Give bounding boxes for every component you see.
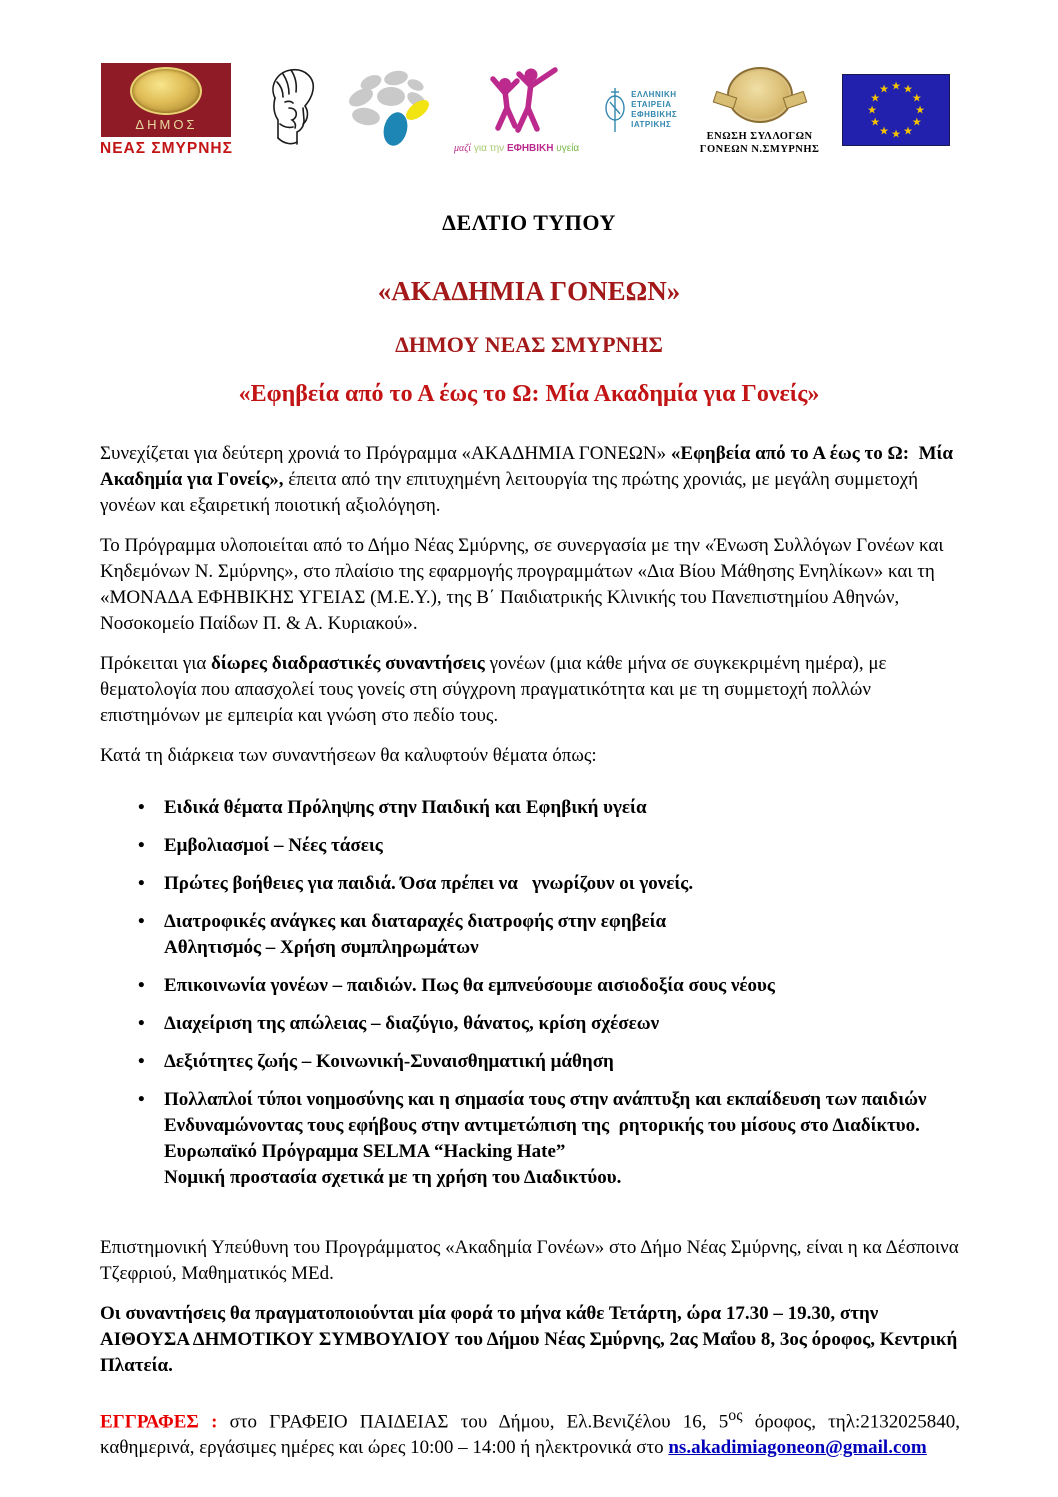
text-segment: δίωρες διαδραστικές συναντήσεις (211, 653, 485, 674)
topic-item (164, 909, 960, 961)
topic-line: Αθλητισμός – Χρήση συμπληρωμάτων (164, 937, 479, 958)
eu-flag-icon (842, 74, 950, 146)
society-name-line: ΙΑΤΡΙΚΗΣ (631, 120, 672, 129)
program-title: «ΑΚΑΔΗΜΙΑ ΓΟΝΕΩΝ» (377, 276, 681, 306)
parents-union-logo (700, 64, 820, 156)
topic-line: • Διαχείριση της απώλειας – διαζύγιο, θάνατος, κρίση σχέσεων (164, 1013, 660, 1034)
paragraph-meetings (100, 651, 960, 729)
paragraph-signup (100, 1403, 960, 1461)
caption-gia-tin: για την (471, 143, 507, 154)
text-segment: στο ΓΡΑΦΕΙΟ ΠΑΙΔΕΙΑΣ του Δήμου, Ελ.Βενιζέλου 16, 5 (217, 1411, 729, 1433)
text-segment: «Εφηβεία από το Α έως το Ω: Μία Ακαδημία για Γονείς», (100, 443, 953, 490)
topic-item (164, 1049, 960, 1075)
text-segment: έπειτα από την επιτυχημένη λειτουργία της πρώτης χρονιάς, με μεγάλη συμμετοχή γονέων και εξαιρετική ποιοτική αξιολόγηση. (100, 469, 919, 516)
text-segment: Πρόκειται για (100, 653, 212, 674)
society-name-line: ΕΦΗΒΙΚΗΣ (631, 110, 678, 119)
text-segment: γονέων (μια κάθε μήνα σε συγκεκριμένη ημέρα), με θεματολογία που απασχολεί τους γονείς στη σύγχρονη πραγματικότητα και με τη συμμετοχή πολλών επιστημόνων με εμπειρία και γνώση στο πεδίο τους. (100, 653, 887, 726)
municipality-dimos-label: ΔΗΜΟΣ (135, 117, 198, 132)
eu-star-icon: ★ (879, 124, 889, 138)
paragraph-topics-intro (100, 743, 960, 769)
topic-item (164, 871, 960, 897)
topic-line: • Διατροφικές ανάγκες και διαταραχές διατροφής στην εφηβεία (164, 911, 667, 932)
topic-line: • Δεξιότητες ζωής – Κοινωνική-Συναισθηματική μάθηση (164, 1051, 614, 1072)
eu-star-icon: ★ (915, 103, 925, 117)
municipality-caption: ΝΕΑΣ ΣΜΥΡΝΗΣ (100, 139, 233, 157)
topic-item (164, 973, 960, 999)
dancing-figures-icon (471, 66, 563, 142)
municipality-nea-smyrni-logo (100, 63, 233, 158)
email-link[interactable]: ns.akadimiagoneon@gmail.com (668, 1437, 927, 1459)
paragraph-schedule (100, 1301, 960, 1379)
text-segment: Το Πρόγραμμα υλοποιείται από το Δήμο Νέας Σμύρνης, σε συνεργασία με την «Ένωση Συλλόγων Γονέων και Κηδεμόνων Ν. Σμύρνης», στο πλαίσιο της εφαρμογής προγραμμάτων «Δια Βίου Μάθησης Ενηλίκων» και τη «ΜΟΝΑΔΑ ΕΦΗΒΙΚΗΣ ΥΓΕΙΑΣ (Μ.Ε.Υ.), της Β΄ Παιδιατρικής Κλινικής του Πανεπιστημίου Αθηνών, Νοσοκομείο Παίδων Π. & Α. Κυριακού». (100, 535, 944, 634)
topic-line: • Πρώτες βοήθειες για παιδιά. Όσα πρέπει να γνωρίζουν οι γονείς. (164, 873, 694, 894)
paragraph-implementation (100, 533, 960, 637)
eu-star-icon: ★ (891, 79, 901, 93)
caption-ygeia: υγεία (553, 143, 580, 154)
eu-star-icon: ★ (911, 91, 922, 105)
municipality-medal-icon (130, 67, 202, 115)
municipality-title: ΔΗΜΟΥ ΝΕΑΣ ΣΜΥΡΝΗΣ (395, 332, 663, 357)
campaign-caption (454, 143, 579, 154)
athena-head-icon (255, 64, 321, 156)
parents-union-seal-icon (712, 64, 808, 126)
eu-star-icon: ★ (911, 115, 922, 129)
paragraph-scientific-lead (100, 1235, 960, 1287)
flower-petals-icon (344, 66, 430, 154)
topic-item (164, 1011, 960, 1037)
topics-list (164, 795, 960, 1191)
society-name (631, 90, 677, 130)
eu-star-icon: ★ (870, 115, 881, 129)
society-name-line: ΕΤΑΙΡΕΙΑ (631, 100, 672, 109)
topic-item (164, 1087, 960, 1191)
eu-star-icon: ★ (891, 127, 901, 141)
text-segment: όροφος, τηλ:2132025840, καθημερινά, εργάσιμες ημέρες και ώρες 10:00 – 14:00 ή ηλεκτρονικά στο (100, 1411, 960, 1459)
program-tagline: «Εφηβεία από το Α έως το Ω: Μία Ακαδημία για Γονείς» (238, 381, 820, 407)
logo-row (100, 56, 950, 164)
adolescent-health-campaign-logo (453, 66, 581, 154)
caption-mazi: μαζί (453, 143, 472, 154)
eu-star-icon: ★ (903, 124, 913, 138)
parents-union-caption-line2: ΓΟΝΕΩΝ Ν.ΣΜΥΡΝΗΣ (699, 144, 820, 155)
eu-star-icon: ★ (879, 82, 889, 96)
topic-line: • Πολλαπλοί τύποι νοημοσύνης και η σημασία τους στην ανάπτυξη και εκπαίδευση των παιδιών Ενδυναμώνοντας τους εφήβους στην αντιμετώπιση της ρητορικής του μίσους στο Διαδίκτυο. Ευρωπαϊκό Πρόγραμμα SELMA “Hacking Hate” (164, 1089, 927, 1162)
topic-line: • Ειδικά θέματα Πρόληψης στην Παιδική και Εφηβική υγεία (164, 797, 647, 818)
caption-efiviki: ΕΦΗΒΙΚΗ (506, 143, 554, 154)
text-segment: Συνεχίζεται για δεύτερη χρονιά το Πρόγραμμα «ΑΚΑΔΗΜΙΑ ΓΟΝΕΩΝ» (100, 443, 671, 464)
topic-line: Νομική προστασία σχετικά με τη χρήση του Διαδικτύου. (164, 1167, 622, 1188)
university-of-athens-logo (255, 64, 321, 156)
society-emblem-icon (603, 86, 627, 134)
topic-item (164, 795, 960, 821)
text-segment: Επιστημονική Υπεύθυνη του Προγράμματος «Ακαδημία Γονέων» στο Δήμο Νέας Σμύρνης, είναι η κα Δέσποινα Τζεφριού, Μαθηματικός MEd. (100, 1237, 959, 1284)
adolescent-medicine-society-logo (603, 86, 677, 134)
press-release-title: ΔΕΛΤΙΟ ΤΥΠΟΥ (442, 210, 616, 235)
text-segment: ΕΓΓΡΑΦΕΣ : (100, 1411, 218, 1433)
eu-flag (842, 74, 950, 146)
society-name-line: ΕΛΛΗΝΙΚΗ (631, 90, 677, 99)
topic-line: • Εμβολιασμοί – Νέες τάσεις (164, 835, 383, 856)
eu-star-icon: ★ (903, 82, 913, 96)
topic-item (164, 833, 960, 859)
municipality-logo-box (101, 63, 231, 137)
text-segment: ος (728, 1407, 743, 1424)
parents-union-caption-line1: ΕΝΩΣΗ ΣΥΛΛΟΓΩΝ (706, 131, 813, 142)
topic-line: • Επικοινωνία γονέων – παιδιών. Πως θα εμπνεύσουμε αισιοδοξία σους νέους (164, 975, 775, 996)
text-segment: Κατά τη διάρκεια των συναντήσεων θα καλυφτούν θέματα όπως: (100, 745, 597, 766)
paragraph-intro (100, 441, 960, 519)
parents-union-caption (700, 130, 820, 156)
eu-star-icon: ★ (867, 103, 877, 117)
document-body (100, 441, 960, 1461)
text-segment: Οι συναντήσεις θα πραγματοποιούνται μία φορά το μήνα κάθε Τετάρτη, ώρα 17.30 – 19.30, στην ΑΙΘΟΥΣΑ ΔΗΜΟΤΙΚΟΥ ΣΥΜΒΟΥΛΙΟΥ του Δήμου Νέας Σμύρνης, 2ας Μαΐου 8, 3ος όροφος, Κεντρική Πλατεία. (100, 1303, 958, 1376)
eu-star-icon: ★ (870, 91, 881, 105)
